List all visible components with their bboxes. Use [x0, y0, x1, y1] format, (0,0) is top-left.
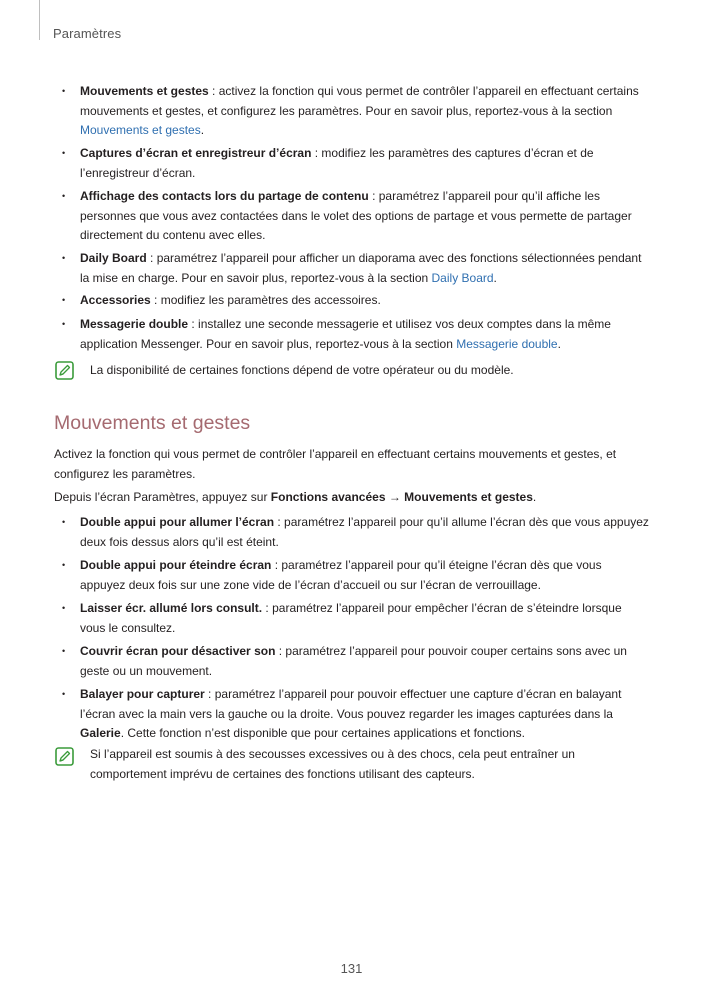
item-text: : modifiez les paramètres des accessoires. — [150, 293, 381, 307]
list-item — [80, 187, 650, 246]
item-text: : paramétrez l’appareil pour pouvoir couper certains sons avec un geste ou un mouvement. — [80, 644, 627, 678]
item-after: . — [493, 270, 497, 285]
item-term: Daily Board — [80, 251, 147, 265]
note-text: Si l’appareil est soumis à des secousses excessives ou à des chocs, cela peut entraîner un comportement imprévu de certaines des fonctions utilisant des capteurs. — [90, 747, 575, 781]
item-term: Affichage des contacts lors du partage de contenu — [80, 189, 369, 203]
item-text-continued: . Cette fonction n’est disponible que pour certaines applications et fonctions. — [120, 726, 525, 740]
item-term: Laisser écr. allumé lors consult. — [80, 601, 263, 615]
section-link[interactable]: Mouvements et gestes — [80, 123, 201, 137]
item-text: : activez la fonction qui vous permet de contrôler l’appareil en effectuant certains mouvements et gestes, et configurez les paramètres. Pour en savoir plus, reportez-vous à la section — [80, 84, 639, 118]
path-arrow: → — [385, 490, 405, 504]
item-term: Double appui pour allumer l’écran — [80, 515, 275, 529]
item-term: Messagerie double — [80, 317, 189, 331]
path-item-motions-gestures: Mouvements et gestes — [404, 490, 533, 504]
path-prefix: Depuis l’écran Paramètres, appuyez sur — [54, 490, 271, 504]
item-text: : paramétrez l’appareil pour qu’il éteigne l’écran dès que vous appuyez deux fois sur une zone vide de l’écran d’accueil ou sur l’écran de verrouillage. — [80, 558, 602, 592]
path-suffix: . — [532, 490, 537, 504]
list-item — [80, 642, 650, 681]
header-rule — [39, 0, 40, 40]
list-item — [80, 599, 650, 638]
item-term: Accessories — [80, 293, 151, 307]
item-after: . — [200, 123, 205, 137]
item-term: Captures d’écran et enregistreur d’écran — [80, 146, 312, 160]
list-item — [80, 291, 650, 311]
page-number: 131 — [340, 961, 363, 976]
note-pencil-icon — [55, 747, 74, 766]
path-item-advanced-features: Fonctions avancées — [270, 490, 386, 504]
list-item — [80, 82, 650, 141]
note-pencil-icon — [55, 361, 74, 380]
item-term: Mouvements et gestes — [80, 84, 209, 98]
gallery-term: Galerie — [80, 726, 121, 740]
item-text: : paramétrez l’appareil pour qu’il affiche les personnes que vous avez contactées dans le volet des options de partage et vous permette de partager directement du contenu avec elles. — [80, 189, 632, 242]
item-text: : paramétrez l’appareil pour pouvoir effectuer une capture d’écran en balayant l’écran avec la main vers la gauche ou la droite. Vous pouvez regarder les images capturées dans la — [80, 687, 622, 721]
list-item — [80, 315, 650, 354]
section-link[interactable]: Messagerie double — [456, 336, 558, 351]
item-term: Couvrir écran pour désactiver son — [80, 644, 276, 658]
section-heading: Mouvements et gestes — [54, 412, 251, 434]
note-text: La disponibilité de certaines fonctions dépend de votre opérateur ou du modèle. — [90, 363, 514, 377]
item-text: : paramétrez l’appareil pour qu’il allume l’écran dès que vous appuyez deux fois dessus alors qu’il est éteint. — [80, 515, 649, 549]
list-item — [80, 513, 650, 552]
list-item — [80, 556, 650, 595]
section-intro: Activez la fonction qui vous permet de contrôler l’appareil en effectuant certains mouvements et gestes, et configurez les paramètres. — [54, 447, 617, 481]
list-item — [80, 249, 650, 288]
list-item — [80, 144, 650, 183]
item-text: : modifiez les paramètres des captures d’écran et de l’enregistreur d’écran. — [80, 146, 594, 180]
list-item — [80, 685, 650, 744]
section-link[interactable]: Daily Board — [431, 270, 494, 285]
item-term: Double appui pour éteindre écran — [80, 558, 272, 572]
page-header-title: Paramètres — [53, 26, 122, 41]
item-text: : paramétrez l’appareil pour afficher un diaporama avec des fonctions sélectionnées pendant la mise en charge. Pour en savoir plus, reportez-vous à la section — [80, 251, 642, 285]
item-after: . — [557, 336, 561, 351]
navigation-path — [54, 488, 650, 508]
item-text: : paramétrez l’appareil pour empêcher l’écran de s’éteindre lorsque vous le consultez. — [80, 601, 622, 635]
item-text: : installez une seconde messagerie et utilisez vos deux comptes dans la même application Messenger. Pour en savoir plus, reportez-vous à la section — [80, 317, 611, 351]
item-term: Balayer pour capturer — [80, 687, 205, 701]
